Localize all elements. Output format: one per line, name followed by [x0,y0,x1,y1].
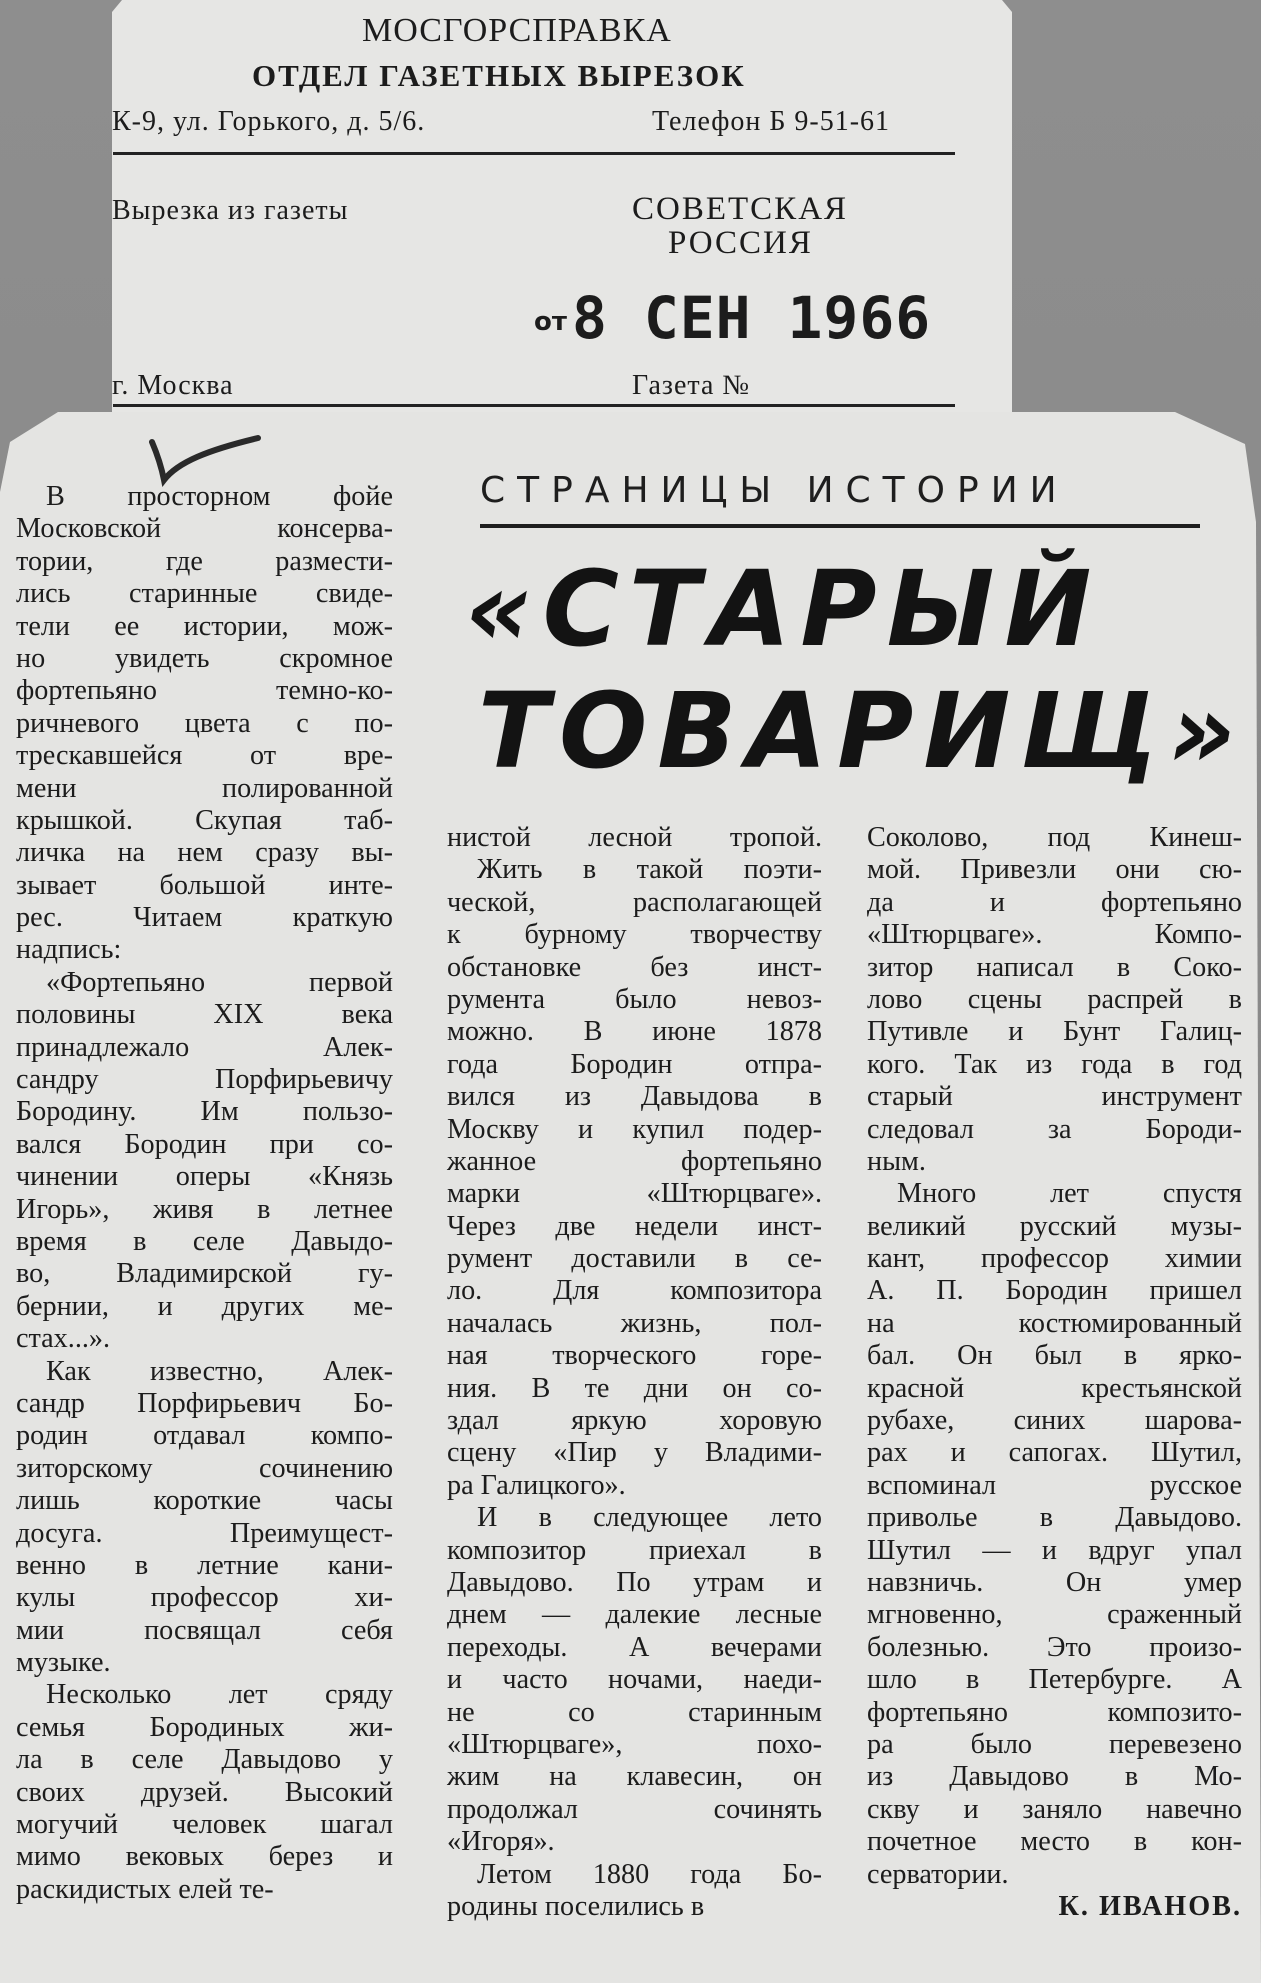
article-text-line: лишь короткие часы [16,1485,393,1517]
article-text-line: Соколово, под Кинеш- [867,822,1242,853]
article-text-line: личка на нем сразу вы- [16,837,393,869]
article-text-line: рубахе, синих шарова- [867,1405,1242,1437]
slip-newspaper-name-1: СОВЕТСКАЯ [632,191,849,227]
article-text-line: могучий человек шагал [16,1809,393,1841]
article-text-line: тели ее истории, мож- [16,610,393,642]
article-text-line: болезнью. Это произо- [867,1631,1242,1663]
slip-address: К-9, ул. Горького, д. 5/6. [112,106,426,137]
article-text-line: года Бородин отпра- [447,1048,822,1080]
article-text-line: семья Бородиных жи- [16,1711,393,1743]
article-text-line: крышкой. Скупая таб- [16,804,393,836]
article-text-line: Жить в такой поэти- [477,854,822,886]
author-signature: К. ИВАНОВ. [1058,1890,1242,1922]
article-text-line: во, Владимирской гу- [16,1258,393,1290]
article-text-line: мии посвящал себя [16,1614,393,1646]
article-text-line: скву и заняло навечно [867,1793,1242,1825]
slip-department: ОТДЕЛ ГАЗЕТНЫХ ВЫРЕЗОК [252,58,746,93]
article-text-line: мгновенно, сраженный [867,1599,1242,1631]
article-text-line: надпись: [16,934,122,966]
article-text-line: ричневого цвета с по- [16,707,393,739]
article-text-line: стах...». [16,1323,111,1355]
article-text-line: и часто ночами, наеди- [447,1664,822,1696]
article-text-line: раскидистых елей те- [16,1873,274,1905]
article-text-line: Бородину. Им пользо- [16,1096,393,1128]
article-text-line: почетное место в кон- [867,1826,1242,1858]
article-text-line: великий русский музы- [867,1210,1242,1242]
article-text-line: Много лет спустя [897,1178,1242,1210]
article-text-line: к бурному творчеству [447,919,822,951]
article-text-line: не со старинным [447,1696,822,1728]
article-text-line: музыке. [16,1647,111,1679]
article-text-line: вался Бородин при со- [16,1128,393,1160]
article-column-3 [867,822,1242,1923]
article-text-line: кого. Так из года в год [867,1048,1242,1080]
article-text-line: ра Галицкого». [447,1469,626,1501]
article-text-line: рес. Читаем краткую [16,902,393,934]
article-text-line: марки «Штюрцваге». [447,1178,822,1210]
article-text-line: время в селе Давыдо- [16,1225,393,1257]
slip-clipping-label: Вырезка из газеты [112,195,349,226]
date-stamp: 8 СЕН 1966 [572,284,932,352]
article-text-line: ра было перевезено [867,1728,1242,1760]
article-column-1 [16,481,393,1906]
article-text-line: «Штюрцваге». Компо- [867,919,1242,951]
article-text-line: «Игоря». [447,1826,555,1858]
slip-org-name: МОСГОРСПРАВКА [362,12,672,49]
article-text-line: зиторскому сочинению [16,1452,393,1484]
article-text-line: И в следующее лето [477,1502,822,1534]
slip-divider-top [113,152,955,155]
rubric-underline [480,524,1200,528]
article-text-line: старый инструмент [867,1081,1242,1113]
headline-line-2: ТОВАРИЩ» [478,670,1246,792]
article-text-line: трескавшейся от вре- [16,740,393,772]
article-text-line: здал яркую хоровую [447,1405,822,1437]
date-stamp-prefix: от [534,307,567,337]
article-text-line: тории, где размести- [16,545,393,577]
article-text-line: фортепьяно темно-ко- [16,675,393,707]
article-text-line: румента было невоз- [447,983,822,1015]
article-text-line: ным. [867,1145,926,1177]
article-text-line: переходы. А вечерами [447,1631,822,1663]
article-text-line: мимо вековых берез и [16,1841,393,1873]
article-text-line: родины поселились в [447,1890,705,1922]
article-text-line: Путивле и Бунт Галиц- [867,1016,1242,1048]
slip-divider-bottom [113,404,955,407]
article-text-line: на костюмированный [867,1307,1242,1339]
article-text-line: мой. Привезли они сю- [867,854,1242,886]
article-text-line: бернии, и других ме- [16,1290,393,1322]
headline-line-1: «СТАРЫЙ [465,548,1102,670]
article-text-line: кант, профессор химии [867,1243,1242,1275]
slip-phone: Телефон Б 9-51-61 [652,106,891,137]
article-text-line: своих друзей. Высокий [16,1776,393,1808]
article-text-line: зывает большой инте- [16,869,393,901]
article-text-line: продолжал сочинять [447,1793,822,1825]
article-text-line: шло в Петербурге. А [867,1664,1242,1696]
article-text-line: Москву и купил подер- [447,1113,822,1145]
article-text-line: Как известно, Алек- [46,1355,393,1387]
article-text-line: Игорь», живя в летнее [16,1193,393,1225]
article-text-line: серватории. [867,1858,1009,1890]
article-text-line: А. П. Бородин пришел [867,1275,1242,1307]
article-text-line: можно. В июне 1878 [447,1016,822,1048]
article-text-line: «Фортепьяно первой [46,966,393,998]
article-text-line: В просторном фойе [46,481,393,512]
article-text-line: Шутил — и вдруг упал [867,1534,1242,1566]
article-text-line: половины XIX века [16,999,393,1031]
article-text-line: ческой, располагающей [447,886,822,918]
article-text-line: жанное фортепьяно [447,1145,822,1177]
article-text-line: да и фортепьяно [867,886,1242,918]
article-text-line: мени полированной [16,772,393,804]
handwritten-checkmark-icon [148,432,268,487]
article-text-line: сцену «Пир у Владими- [447,1437,822,1469]
article-text-line: днем — далекие лесные [447,1599,822,1631]
article-text-line: ния. В те дни он со- [447,1372,822,1404]
slip-newspaper-name-2: РОССИЯ [668,225,813,261]
article-text-line: Давыдово. По утрам и [447,1566,822,1598]
article-text-line: Московской консерва- [16,513,393,545]
article-text-line: ная творческого горе- [447,1340,822,1372]
rubric-title: СТРАНИЦЫ ИСТОРИИ [480,470,1069,511]
article-text-line: приволье в Давыдово. [867,1502,1242,1534]
article-text-line: фортепьяно композито- [867,1696,1242,1728]
article-text-line: началась жизнь, пол- [447,1307,822,1339]
slip-issue-label: Газета № [632,370,751,401]
article-text-line: следовал за Бороди- [867,1113,1242,1145]
article-text-line: вспоминал русское [867,1469,1242,1501]
slip-city: г. Москва [112,370,234,401]
article-column-2 [447,822,822,1923]
article-text-line: вился из Давыдова в [447,1081,822,1113]
article-text-line: рах и сапогах. Шутил, [867,1437,1242,1469]
article-text-line: обстановке без инст- [447,951,822,983]
article-text-line: бал. Он был в ярко- [867,1340,1242,1372]
article-text-line: «Штюрцваге», похо- [447,1728,822,1760]
article-text-line: жим на клавесин, он [447,1761,822,1793]
article-text-line: ла в селе Давыдово у [16,1744,393,1776]
article-text-line: сандру Порфирьевичу [16,1064,393,1096]
article-text-line: навзничь. Он умер [867,1566,1242,1598]
article-text-line: родин отдавал компо- [16,1420,393,1452]
article-text-line: лись старинные свиде- [16,578,393,610]
article-text-line: нистой лесной тропой. [447,822,822,853]
article-text-line: досуга. Преимущест- [16,1517,393,1549]
article-text-line: принадлежало Алек- [16,1031,393,1063]
article-text-line: чинении оперы «Князь [16,1161,393,1193]
article-text-line: кулы профессор хи- [16,1582,393,1614]
article-text-line: из Давыдово в Мо- [867,1761,1242,1793]
article-text-line: Несколько лет сряду [46,1679,393,1711]
article-text-line: лово сцены распрей в [867,983,1242,1015]
article-text-line: румент доставили в се- [447,1243,822,1275]
article-text-line: ло. Для композитора [447,1275,822,1307]
article-text-line: Через две недели инст- [447,1210,822,1242]
article-text-line: сандр Порфирьевич Бо- [16,1387,393,1419]
article-text-line: композитор приехал в [447,1534,822,1566]
article-text-line: но увидеть скромное [16,642,393,674]
article-text-line: зитор написал в Соко- [867,951,1242,983]
article-text-line: Летом 1880 года Бо- [477,1858,822,1890]
article-text-line: венно в летние кани- [16,1549,393,1581]
article-text-line: красной крестьянской [867,1372,1242,1404]
